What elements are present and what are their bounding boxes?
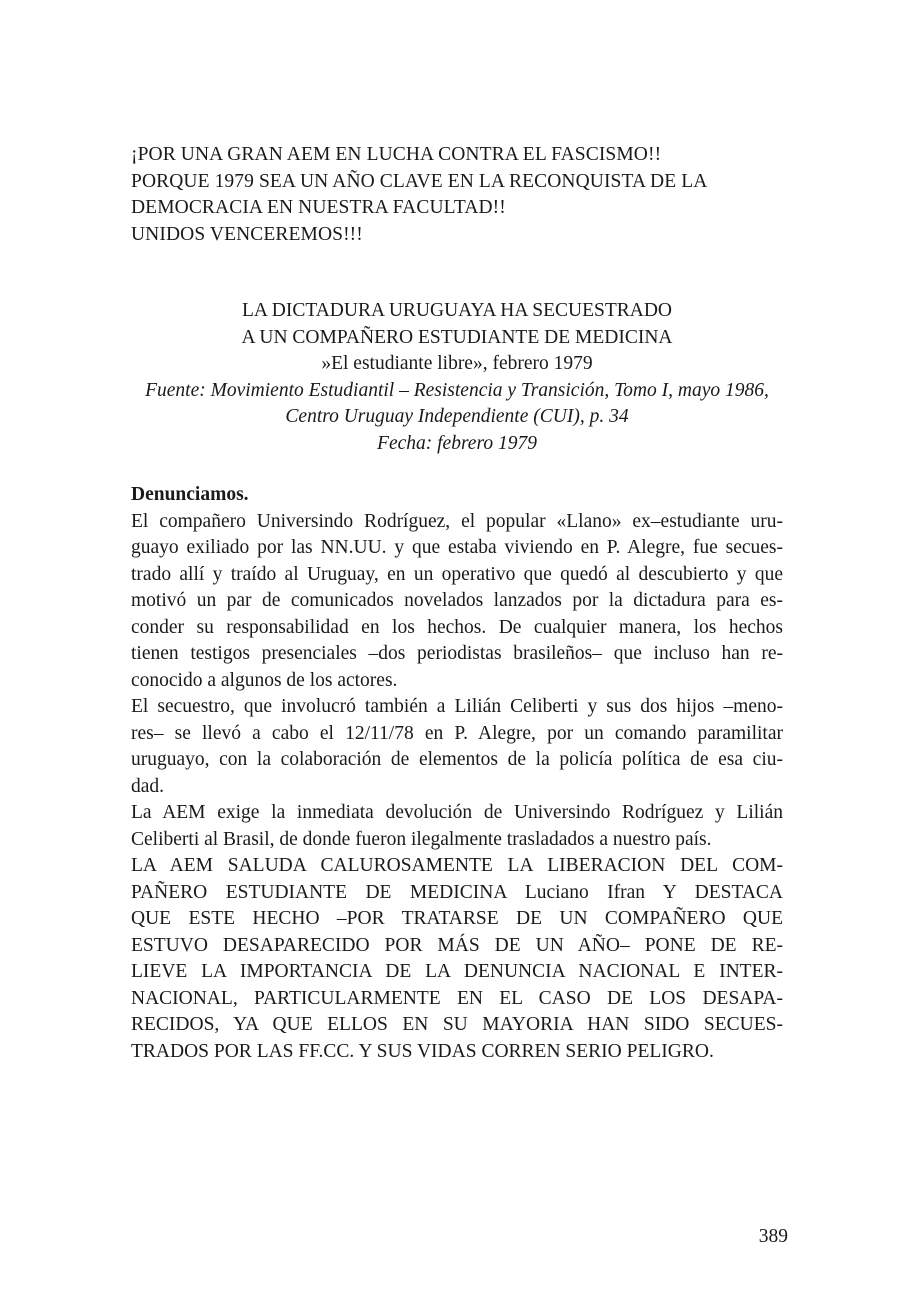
text-line: guayo exiliado por las NN.UU. y que estaba viviendo en P. Alegre, fue secues- bbox=[131, 537, 783, 558]
text-line: motivó un par de comunicados novelados lanzados por la dictadura para es- bbox=[131, 590, 783, 611]
section-heading: Denunciamos. bbox=[131, 484, 249, 505]
text-line: PAÑERO ESTUDIANTE DE MEDICINA Luciano Ifran Y DESTACA bbox=[131, 881, 783, 903]
text-line: El secuestro, que involucró también a Lilián Celiberti y sus dos hijos –meno- bbox=[131, 696, 783, 717]
text-line: RECIDOS, YA QUE ELLOS EN SU MAYORIA HAN SIDO SECUES- bbox=[131, 1014, 783, 1035]
slogan-line: UNIDOS VENCEREMOS!!! bbox=[131, 223, 363, 245]
text-line: TRADOS POR LAS FF.CC. Y SUS VIDAS CORREN SERIO PELIGRO. bbox=[131, 1040, 714, 1062]
text-line: uruguayo, con la colaboración de elementos de la policía política de esa ciu- bbox=[131, 749, 783, 770]
text-line: ESTUVO DESAPARECIDO POR MÁS DE UN AÑO– PONE DE RE- bbox=[131, 934, 783, 956]
document-body bbox=[131, 482, 783, 1065]
text-line: dad. bbox=[131, 775, 165, 797]
text-line: LA AEM SALUDA CALUROSAMENTE LA LIBERACION DEL COM- bbox=[131, 855, 783, 876]
text-line: La AEM exige la inmediata devolución de Universindo Rodríguez y Lilián bbox=[131, 802, 783, 823]
source-line-2: Centro Uruguay Independiente (CUI), p. 34 bbox=[285, 406, 629, 427]
publication-line: »El estudiante libre», febrero 1979 bbox=[321, 353, 593, 374]
text-line: NACIONAL, PARTICULARMENTE EN EL CASO DE LOS DESAPA- bbox=[131, 987, 783, 1009]
text-line: res– se llevó a cabo el 12/11/78 en P. Alegre, por un comando paramilitar bbox=[131, 722, 783, 744]
slogan-line: ¡POR UNA GRAN AEM EN LUCHA CONTRA EL FASCISMO!! bbox=[131, 144, 662, 165]
text-line: tienen testigos presenciales –dos periodistas brasileños– que incluso han re- bbox=[131, 643, 783, 664]
slogan-line: PORQUE 1979 SEA UN AÑO CLAVE EN LA RECONQUISTA DE LA bbox=[131, 170, 708, 192]
text-line: conocido a algunos de los actores. bbox=[131, 669, 398, 691]
text-line: El compañero Universindo Rodríguez, el popular «Llano» ex–estudiante uru- bbox=[131, 510, 783, 532]
text-line: LIEVE LA IMPORTANCIA DE LA DENUNCIA NACIONAL E INTER- bbox=[131, 961, 783, 982]
document-header bbox=[131, 298, 783, 457]
paragraph-1 bbox=[131, 509, 783, 695]
date-line: Fecha: febrero 1979 bbox=[377, 432, 537, 454]
paragraph-4 bbox=[131, 853, 783, 1065]
text-line: trado allí y traído al Uruguay, en un operativo que quedó al descubierto y que bbox=[131, 563, 783, 585]
paragraph-3 bbox=[131, 800, 783, 853]
source-line-1: Fuente: Movimiento Estudiantil – Resistencia y Transición, Tomo I, mayo 1986, bbox=[145, 379, 769, 401]
document-title-line-2: A UN COMPAÑERO ESTUDIANTE DE MEDICINA bbox=[241, 326, 673, 348]
paragraph-2 bbox=[131, 694, 783, 800]
slogans-block bbox=[131, 142, 791, 248]
slogan-line: DEMOCRACIA EN NUESTRA FACULTAD!! bbox=[131, 197, 506, 218]
page-number: 389 bbox=[758, 1226, 788, 1247]
document-title-line-1: LA DICTADURA URUGUAYA HA SECUESTRADO bbox=[241, 300, 673, 321]
text-line: conder su responsabilidad en los hechos. De cualquier manera, los hechos bbox=[131, 616, 783, 638]
text-line: Celiberti al Brasil, de donde fueron ilegalmente trasladados a nuestro país. bbox=[131, 828, 712, 850]
text-line: QUE ESTE HECHO –POR TRATARSE DE UN COMPAÑERO QUE bbox=[131, 908, 783, 929]
